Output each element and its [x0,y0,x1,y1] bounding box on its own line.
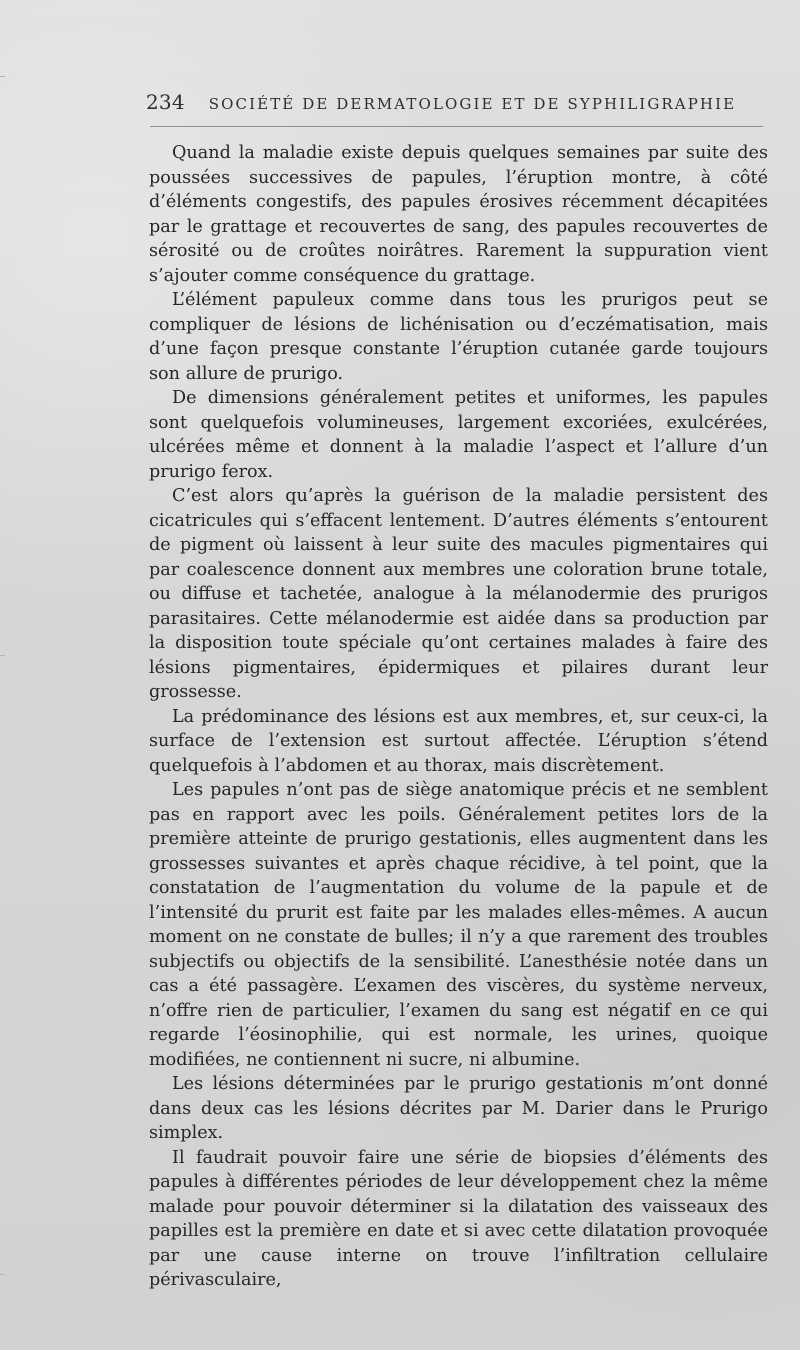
scan-mark [0,655,5,656]
running-header [146,88,764,118]
scan-mark [0,76,5,77]
paragraph: Les papules n’ont pas de siège anatomique précis et ne semblent pas en rapport avec les poils. Généralement petites lors de la première atteinte de prurigo gestationis, elles augmentent dans les grossesses suivantes et après chaque récidive, à tel point, que la constatation de l’augmentation du volume de la papule et de l’intensité du prurit est faite par les malades elles-mêmes. A aucun moment on ne constate de bulles; il n’y a que rarement des troubles subjectifs ou objectifs de la sensibilité. L’anesthésie notée dans un cas a été passagère. L’examen des viscères, du système nerveux, n’offre rien de particulier, l’examen du sang est négatif en ce qui regarde l’éosinophilie, qui est normale, les urines, quoique modifiées, ne contiennent ni sucre, ni albumine. [149,780,768,1070]
paragraph: Quand la maladie existe depuis quelques semaines par suite des poussées successives de papules, l’éruption montre, à côté d’éléments congestifs, des papules érosives récemment décapitées par le grattage et recouvertes de sang, des papules recouvertes de sérosité ou de croûtes noirâtres. Rarement la suppuration vient s’ajouter comme conséquence du grattage. [149,143,768,286]
paragraph: C’est alors qu’après la guérison de la maladie persistent des cicatricules qui s’effacent lentement. D’autres éléments s’entourent de pigment où laissent à leur suite des macules pigmentaires qui par coalescence donnent aux membres une coloration brune totale, ou diffuse et tachetée, analogue à la mélanodermie des prurigos parasitaires. Cette mélanodermie est aidée dans sa production par la disposition toute spéciale qu’ont certaines malades à faire des lésions pigmentaires, épidermiques et pilaires durant leur grossesse. [149,486,768,702]
scan-mark [0,1274,5,1275]
running-title: SOCIÉTÉ DE DERMATOLOGIE ET DE SYPHILIGRAPHIE [208,95,737,113]
page-number: 234 [146,90,185,114]
paragraph: L’élément papuleux comme dans tous les prurigos peut se compliquer de lésions de lichénisation ou d’eczématisation, mais d’une façon presque constante l’éruption cutanée garde toujours son allure de prurigo. [149,290,768,384]
paragraph: De dimensions généralement petites et uniformes, les papules sont quelquefois volumineuses, largement excoriées, exulcérées, ulcérées même et donnent à la maladie l’aspect et l’allure d’un prurigo ferox. [149,388,768,482]
paragraph: Les lésions déterminées par le prurigo gestationis m’ont donné dans deux cas les lésions décrites par M. Darier dans le Prurigo simplex. [149,1074,768,1143]
paragraph: La prédominance des lésions est aux membres, et, sur ceux-ci, la surface de l’extension est surtout affectée. L’éruption s’étend quelquefois à l’abdomen et au thorax, mais discrètement. [149,706,768,776]
body-text [149,141,768,1293]
paragraph: Il faudrait pouvoir faire une série de biopsies d’éléments des papules à différentes périodes de leur développement chez la même malade pour pouvoir déterminer si la dilatation des vaisseaux des papilles est la première en date et si avec cette dilatation provoquée par une cause interne on trouve l’infiltration cellulaire périvasculaire, [149,1147,768,1290]
header-rule [150,126,763,127]
